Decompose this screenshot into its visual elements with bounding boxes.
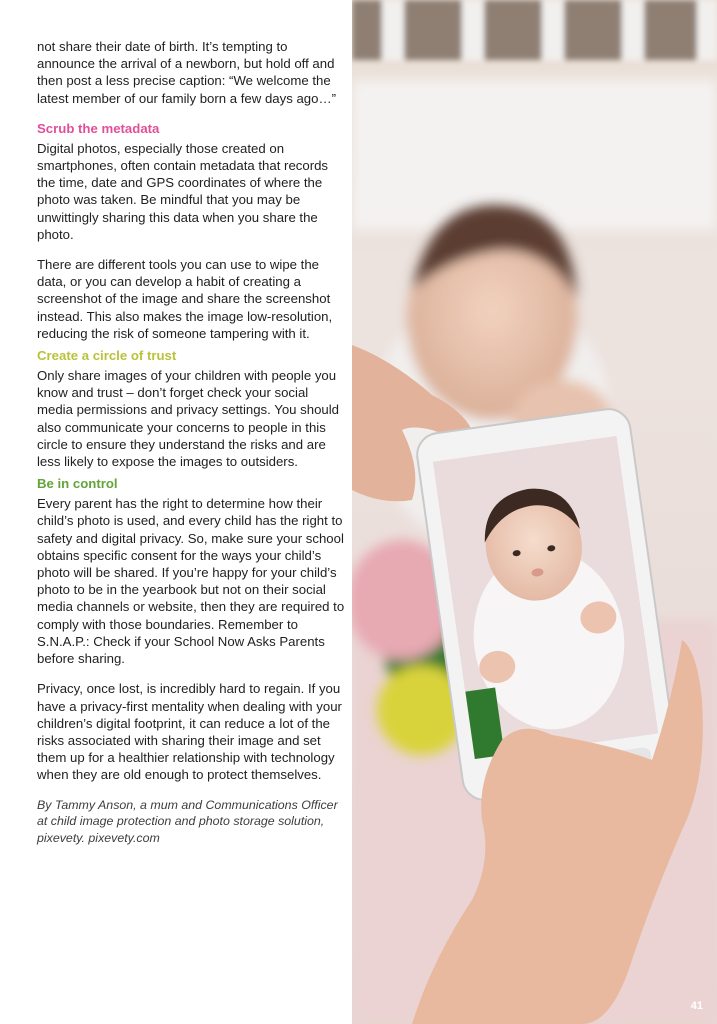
crib-bars [352,0,717,60]
photo-svg [352,0,717,1024]
paragraph-control-1: Every parent has the right to determine how their child’s photo is used, and every child has the right to safety and digital privacy. So, make sure your school obtains specific consent for the ways your child’s photo will be shared. If you’re happy for your child’s photo to be in the yearbook but not on their social media channels or website, then they are required to comply with those boundaries. Remember to S.N.A.P.: Check if your School Now Asks Parents before sharing. [37,496,345,667]
article-column [37,38,347,846]
paragraph-metadata-1: Digital photos, especially those created on smartphones, often contain metadata that records the time, date and GPS coordinates of where the photo was taken. Be mindful that you may be unwittingly sharing this data when you share the photo. [37,140,329,242]
author-byline: By Tammy Anson, a mum and Communications Officer at child image protection and photo storage solution, pixevety. pixevety.com [37,797,338,845]
heading-be-in-control: Be in control [37,476,118,492]
intro-paragraph: not share their date of birth. It’s tempting to announce the arrival of a newborn, but hold off and then post a less precise caption: “We welcome the latest member of our family born a few days ago…” [37,39,337,106]
baby-photo-illustration [352,0,717,1024]
page-number: 41 [690,1000,703,1012]
paragraph-control-2: Privacy, once lost, is incredibly hard to regain. If you have a privacy-first mentality when dealing with your children’s digital footprint, it can reduce a lot of the risks associated with sharing their image and set them up for a healthier relationship with technology when they are old enough to protect themselves. [37,681,342,783]
paragraph-trust-1: Only share images of your children with people you know and trust – don’t forget check your social media permissions and privacy settings. You should also communicate your concerns to people in this circle to ensure they understand the risks and are less likely to expose the images to outsiders. [37,368,340,470]
heading-circle-of-trust: Create a circle of trust [37,348,177,364]
heading-scrub-metadata: Scrub the metadata [37,120,160,136]
paragraph-metadata-2: There are different tools you can use to wipe the data, or you can develop a habit of creating a screenshot of the image and share the screenshot instead. This also makes the image low-resolution, reducing the risk of someone tampering with it. [37,257,333,341]
